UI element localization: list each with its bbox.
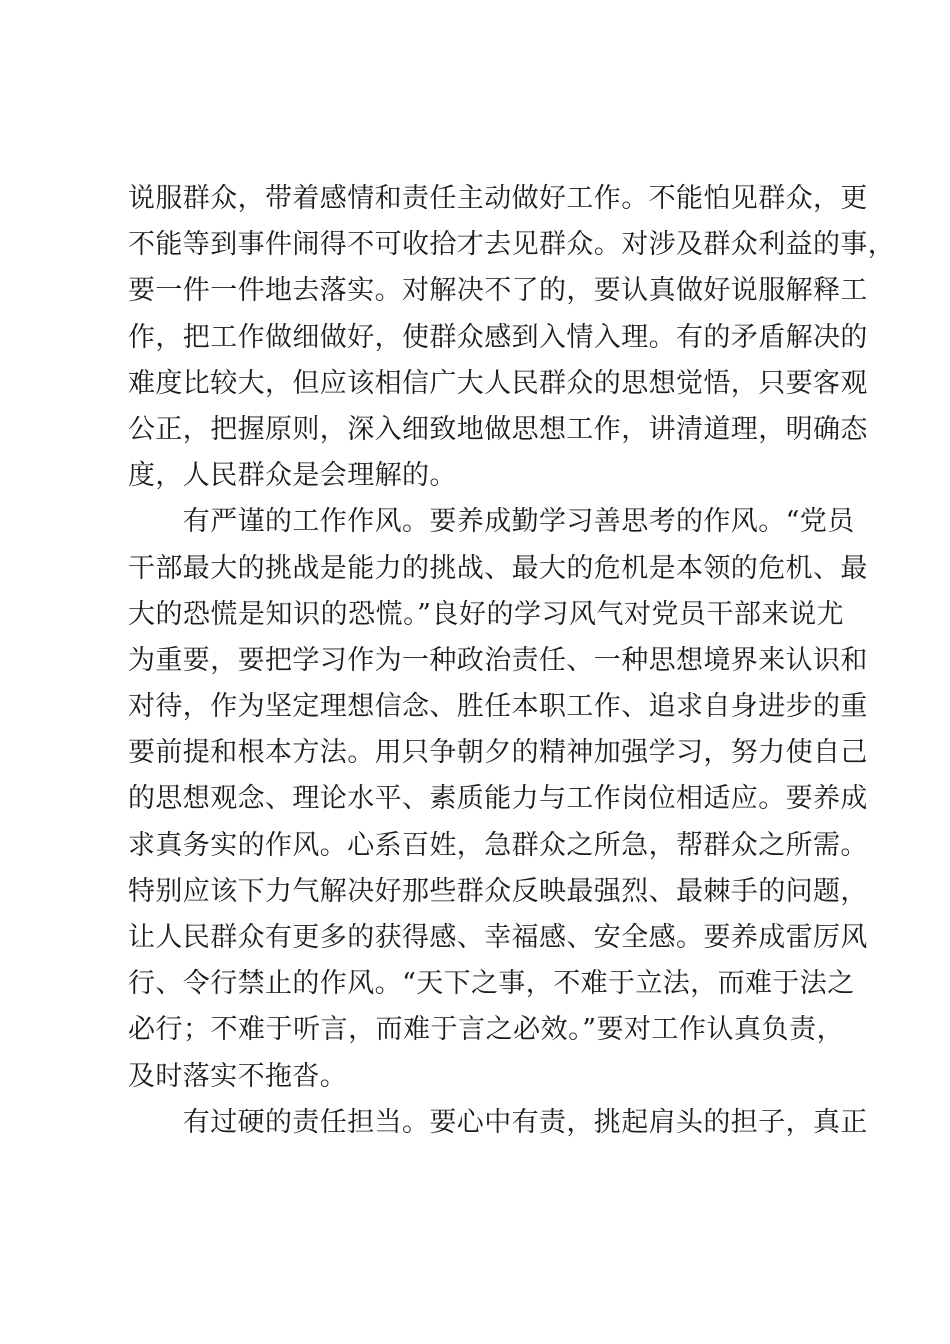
paragraph-line: 要前提和根本方法。用只争朝夕的精神加强学习，努力使自己 (128, 737, 868, 769)
paragraph-line: 行、令行禁止的作风。“天下之事，不难于立法，而难于法之 (128, 968, 855, 1000)
paragraph-line: 让人民群众有更多的获得感、幸福感、安全感。要养成雷厉风 (128, 922, 868, 953)
paragraph-line: 必行；不难于听言，而难于言之必效。”要对工作认真负责， (128, 1014, 844, 1046)
paragraph-line: 度，人民群众是会理解的。 (128, 460, 457, 492)
paragraph-line: 求真务实的作风。心系百姓，急群众之所急，帮群众之所需。 (128, 829, 868, 861)
paragraph-line: 说服群众，带着感情和责任主动做好工作。不能怕见群众，更 (128, 183, 868, 214)
paragraph-line: 要一件一件地去落实。对解决不了的，要认真做好说服解释工 (128, 275, 868, 307)
paragraph-line: 干部最大的挑战是能力的挑战、最大的危机是本领的危机、最 (128, 552, 868, 584)
paragraph-line: 作，把工作做细做好，使群众感到入情入理。有的矛盾解决的 (128, 321, 868, 353)
body-text (128, 176, 896, 1146)
paragraph-line: 特别应该下力气解决好那些群众反映最强烈、最棘手的问题， (128, 875, 868, 907)
paragraph-line: 公正，把握原则，深入细致地做思想工作，讲清道理，明确态 (128, 413, 868, 445)
paragraph-line: 有过硬的责任担当。要心中有责，挑起肩头的担子，真正 (128, 1106, 868, 1138)
paragraph-line: 及时落实不拖沓。 (128, 1060, 348, 1092)
paragraph-line: 对待，作为坚定理想信念、胜任本职工作、追求自身进步的重 (128, 691, 868, 723)
paragraph-line: 不能等到事件闹得不可收拾才去见群众。对涉及群众利益的事， (128, 229, 896, 261)
paragraph-line: 有严谨的工作作风。要养成勤学习善思考的作风。“党员 (128, 506, 855, 538)
paragraph-line: 难度比较大，但应该相信广大人民群众的思想觉悟，只要客观 (128, 367, 868, 399)
paragraph-line: 的思想观念、理论水平、素质能力与工作岗位相适应。要养成 (128, 783, 868, 815)
paragraph-line: 为重要，要把学习作为一种政治责任、一种思想境界来认识和 (128, 644, 868, 676)
paragraph-line: 大的恐慌是知识的恐慌。”良好的学习风气对党员干部来说尤 (128, 598, 844, 630)
